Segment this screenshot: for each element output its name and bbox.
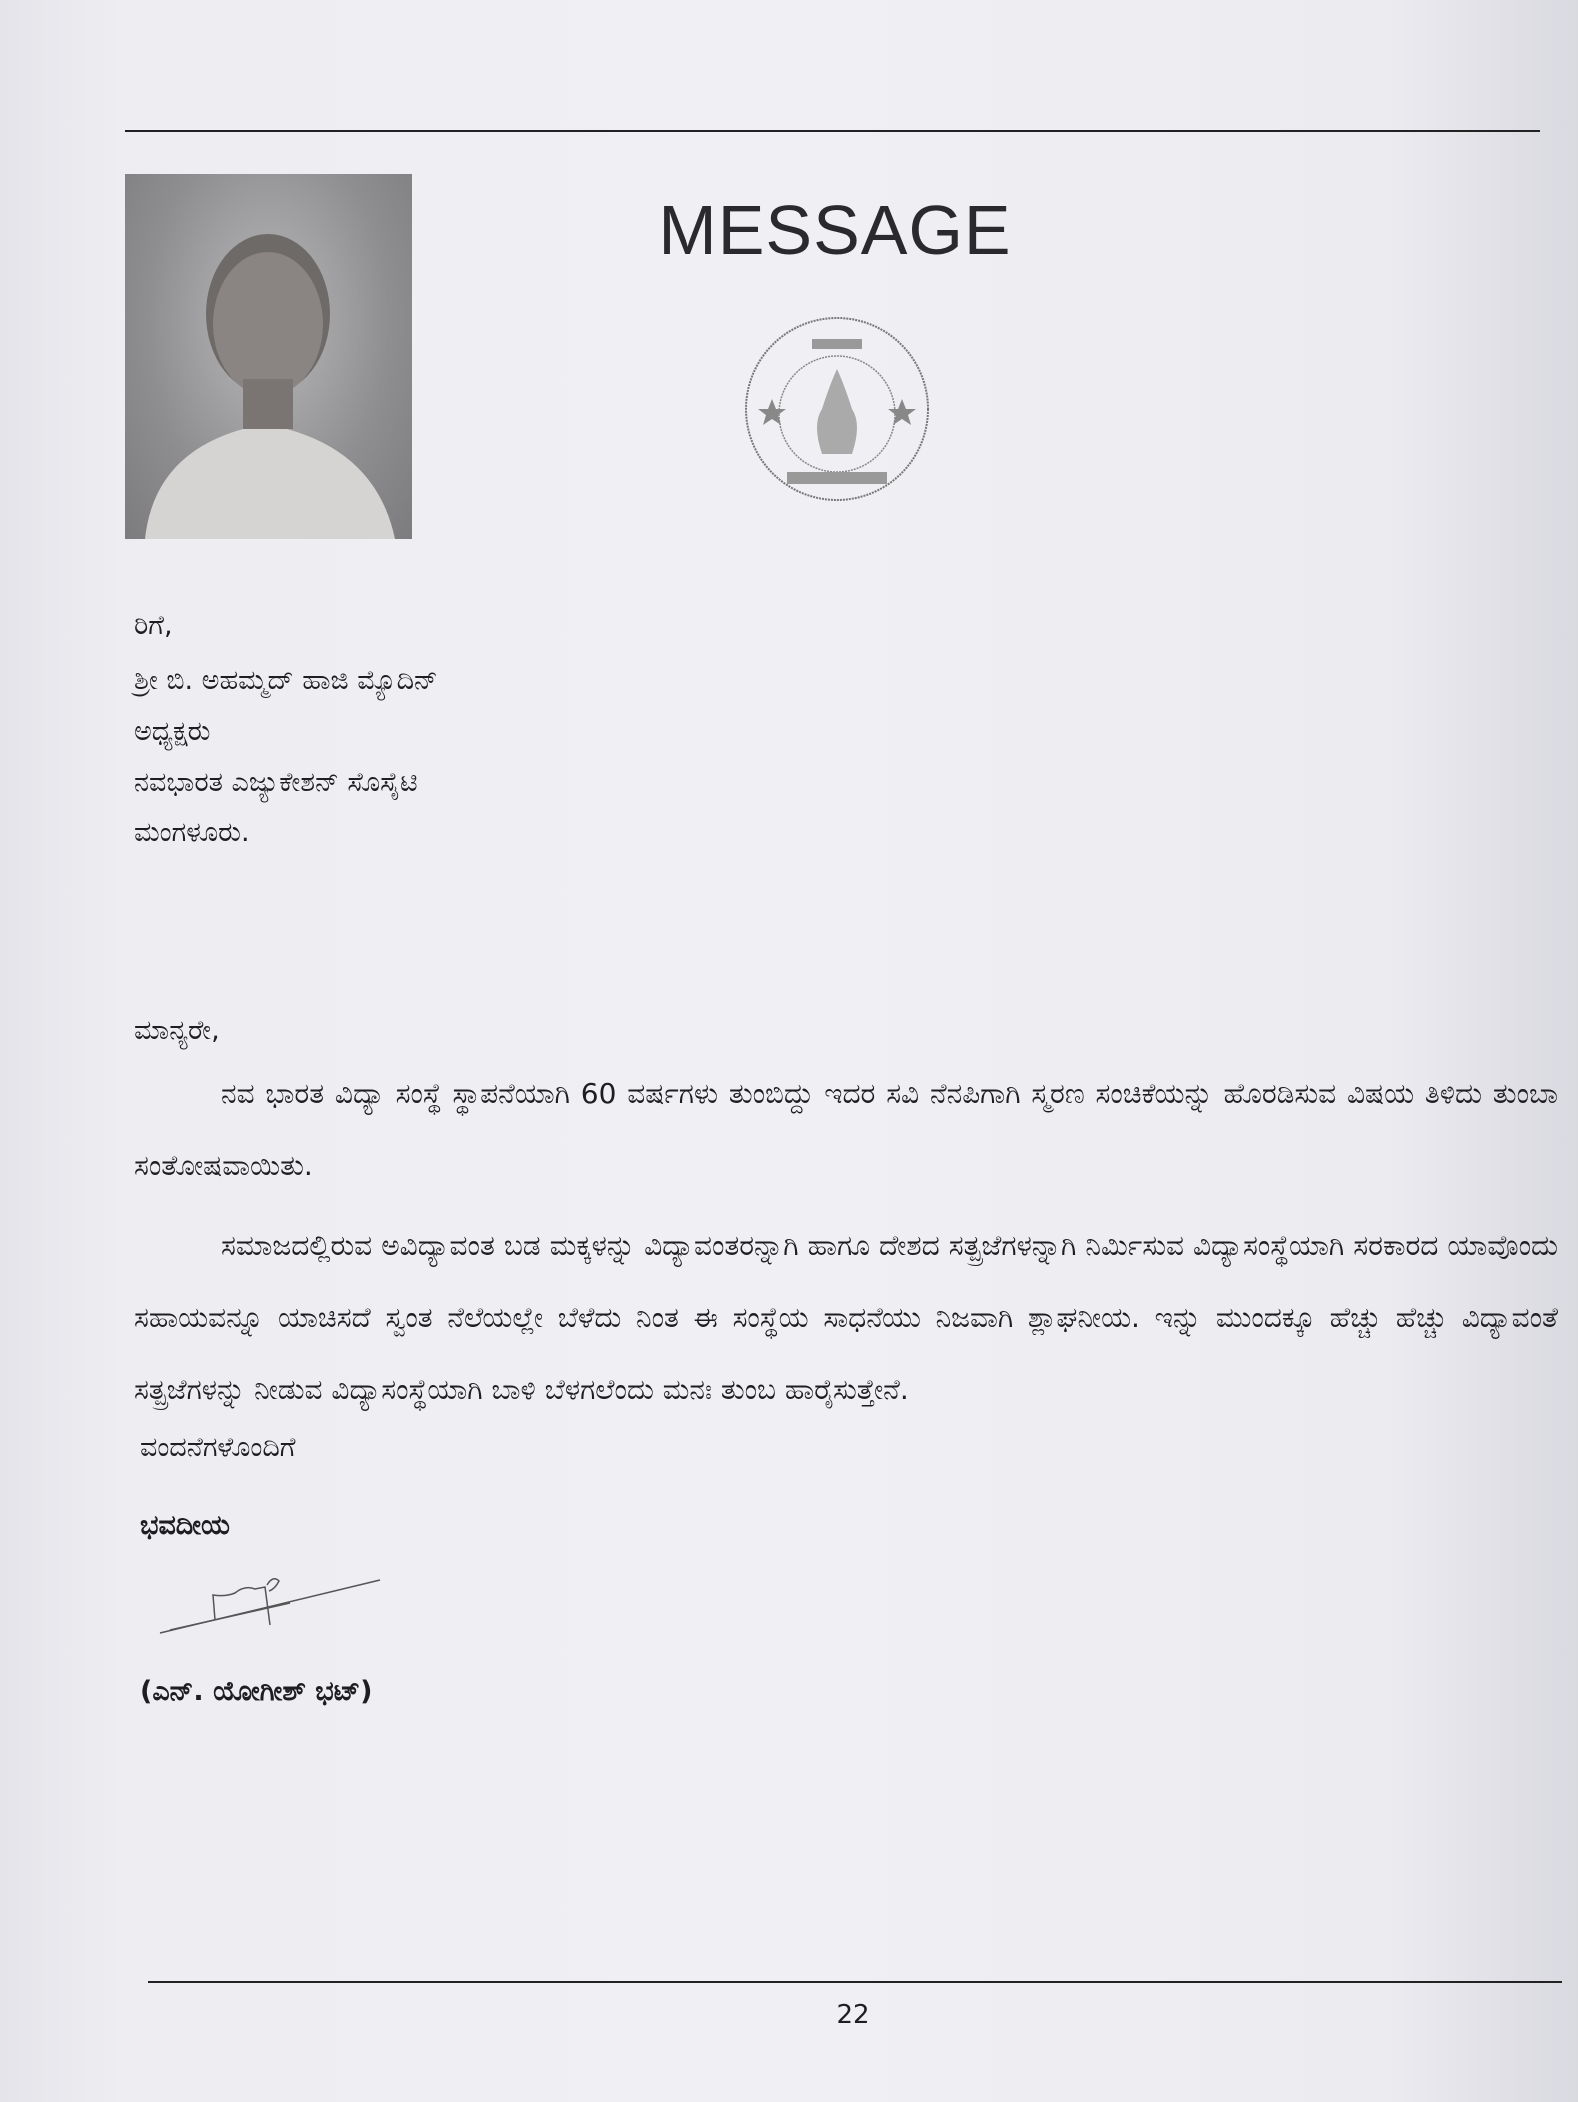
top-rule [125, 130, 1540, 132]
body-paragraph-1: ನವ ಭಾರತ ವಿದ್ಯಾ ಸಂಸ್ಥೆ ಸ್ಥಾಪನೆಯಾಗಿ 60 ವರ್ಷಗಳು ತುಂಬಿದ್ದು ಇದರ ಸವಿ ನೆನಪಿಗಾಗಿ ಸ್ಮರಣ ಸಂಚಿಕೆಯನ್ನು ಹೊರಡಿಸುವ ವಿಷಯ ತಿಳಿದು ತುಂಬಾ ಸಂತೋಷವಾಯಿತು. [134, 1077, 1558, 1182]
bottom-rule [148, 1981, 1562, 1983]
body-paragraph-2: ಸಮಾಜದಲ್ಲಿರುವ ಅವಿದ್ಯಾವಂತ ಬಡ ಮಕ್ಕಳನ್ನು ವಿದ್ಯಾವಂತರನ್ನಾಗಿ ಹಾಗೂ ದೇಶದ ಸತ್ಪ್ರಜೆಗಳನ್ನಾಗಿ ನಿರ್ಮಿಸುವ ವಿದ್ಯಾಸಂಸ್ಥೆಯಾಗಿ ಸರಕಾರದ ಯಾವೊಂದು ಸಹಾಯವನ್ನೂ ಯಾಚಿಸದೆ ಸ್ವಂತ ನೆಲೆಯಲ್ಲೇ ಬೆಳೆದು ನಿಂತ ಈ ಸಂಸ್ಥೆಯ ಸಾಧನೆಯು ನಿಜವಾಗಿ ಶ್ಲಾಘನೀಯ. ಇನ್ನು ಮುಂದಕ್ಕೂ ಹೆಚ್ಚು ಹೆಚ್ಚು ವಿದ್ಯಾವಂತೆ ಸತ್ಪ್ರಜೆಗಳನ್ನು ನೀಡುವ ವಿದ್ಯಾಸಂಸ್ಥೆಯಾಗಿ ಬಾಳಿ ಬೆಳಗಲೆಂದು ಮನಃ ತುಂಬ ಹಾರೈಸುತ್ತೇನೆ. [134, 1229, 1558, 1406]
page-number: 22 [836, 2000, 870, 2030]
page-title: MESSAGE [658, 191, 1012, 269]
address-name: ಶ್ರೀ ಬಿ. ಅಹಮ್ಮದ್ ಹಾಜಿ ಮ್ಯೊದಿನ್ [134, 665, 438, 696]
closing-yours: ಭವದೀಯ [140, 1510, 230, 1541]
closing-regards: ವಂದನೆಗಳೊಂದಿಗೆ [140, 1432, 296, 1463]
address-to: ರಿಗೆ, [134, 610, 173, 641]
address-designation: ಅಧ್ಯಕ್ಷರು [134, 716, 211, 747]
portrait-photo [125, 174, 412, 539]
seal-emblem [742, 314, 932, 504]
signatory-name: (ಎನ್. ಯೋಗೀಶ್ ಭಟ್) [140, 1676, 373, 1707]
address-organization: ನವಭಾರತ ಎಜ್ಯುಕೇಶನ್ ಸೊಸೈಟಿ [134, 767, 418, 798]
address-city: ಮಂಗಳೂರು. [134, 817, 250, 848]
salutation: ಮಾನ್ಯರೇ, [134, 1015, 220, 1046]
signature [155, 1555, 395, 1645]
